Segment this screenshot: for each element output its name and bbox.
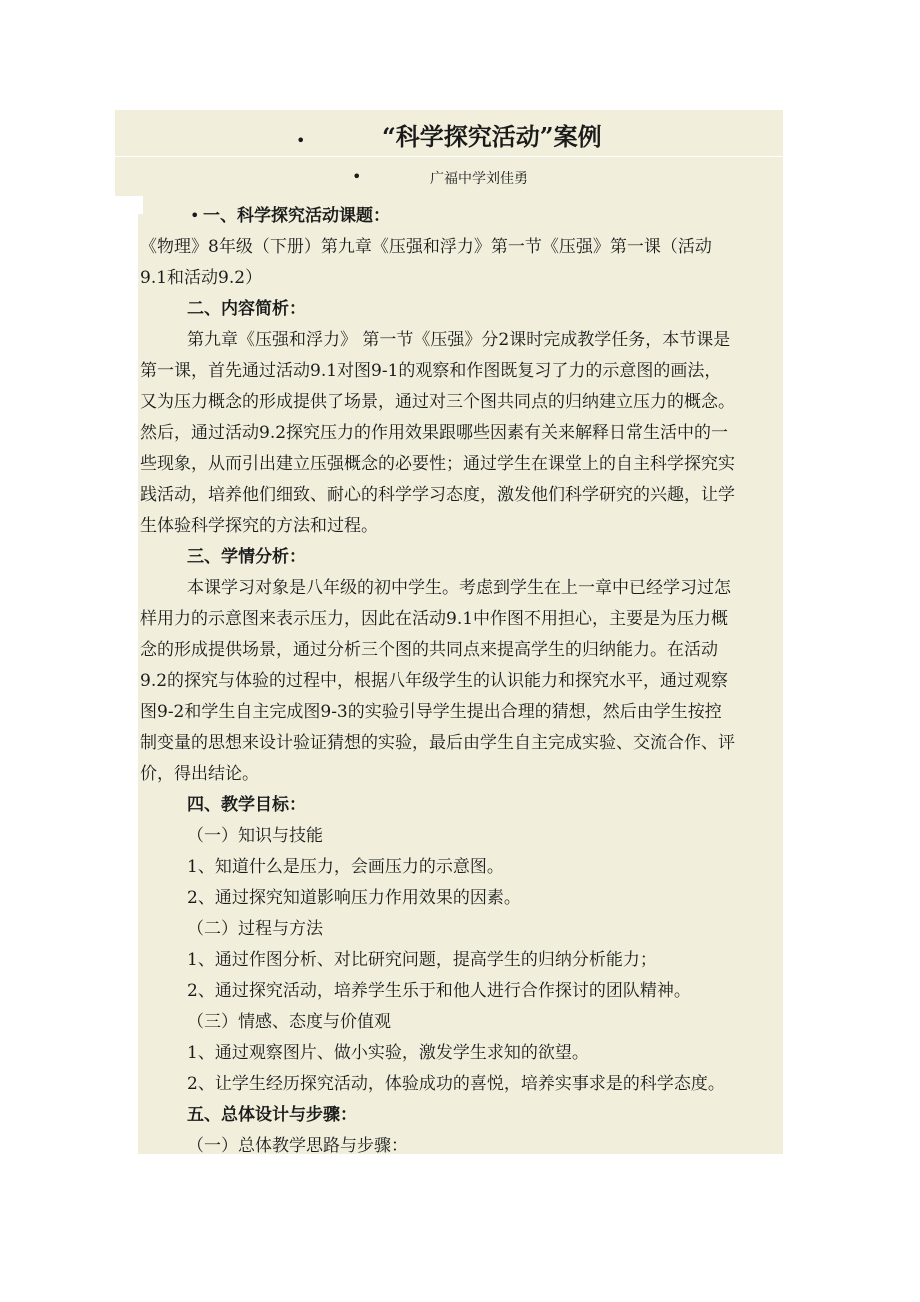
author-bullet: • <box>352 167 362 186</box>
paragraph-line: 些现象，从而引出建立压强概念的必要性；通过学生在课堂上的自主科学探究实 <box>140 454 735 474</box>
paragraph-line: 制变量的思想来设计验证猜想的实验，最后由学生自主完成实验、交流合作、评 <box>140 733 735 753</box>
paragraph-line: 9.2的探究与体验的过程中，根据八年级学生的认识能力和探究水平，通过观察 <box>140 671 729 691</box>
section-1-line: 9.1和活动9.2） <box>140 268 263 288</box>
list-item: 1、通过作图分析、对比研究问题，提高学生的归纳分析能力； <box>187 950 657 970</box>
list-item: 2、通过探究活动，培养学生乐于和他人进行合作探讨的团队精神。 <box>187 981 691 1001</box>
list-item: 2、让学生经历探究活动，体验成功的喜悦，培养实事求是的科学态度。 <box>187 1074 725 1094</box>
title-bullet: • <box>296 131 306 150</box>
row-separator <box>115 156 783 157</box>
paragraph-line: 样用力的示意图来表示压力，因此在活动9.1中作图不用担心，主要是为压力概 <box>140 609 729 629</box>
subheading: （三）情感、态度与价值观 <box>187 1012 391 1032</box>
section-2-heading: 二、内容简析： <box>187 299 306 319</box>
section-1-heading: 一、科学探究活动课题： <box>203 206 390 226</box>
paragraph-line: 第一课，首先通过活动9.1对图9-1的观察和作图既复习了力的示意图的画法， <box>140 361 722 381</box>
subheading: （二）过程与方法 <box>187 919 323 939</box>
band-notch <box>115 196 143 214</box>
section-4-heading: 四、教学目标： <box>187 795 306 815</box>
paragraph-line: 又为压力概念的形成提供了场景，通过对三个图共同点的归纳建立压力的概念。 <box>140 392 735 412</box>
author-line: 广福中学刘佳勇 <box>430 171 528 187</box>
section-5-heading: 五、总体设计与步骤： <box>187 1105 357 1125</box>
paragraph-line: 念的形成提供场景，通过分析三个图的共同点来提高学生的归纳能力。在活动 <box>140 640 718 660</box>
paragraph-line: 践活动，培养他们细致、耐心的科学学习态度，激发他们科学研究的兴趣，让学 <box>140 485 735 505</box>
section-1-line: 《物理》8年级（下册）第九章《压强和浮力》第一节《压强》第一课（活动 <box>140 237 712 257</box>
paragraph-line: 价，得出结论。 <box>140 764 259 784</box>
paragraph-line: 本课学习对象是八年级的初中学生。考虑到学生在上一章中已经学习过怎 <box>187 578 731 598</box>
subheading: （一）总体教学思路与步骤： <box>187 1136 408 1156</box>
list-item: 1、通过观察图片、做小实验，激发学生求知的欲望。 <box>187 1043 589 1063</box>
paragraph-line: 然后，通过活动9.2探究压力的作用效果跟哪些因素有关来解释日常生活中的一 <box>140 423 729 443</box>
subheading: （一）知识与技能 <box>187 826 323 846</box>
list-item: 2、通过探究知道影响压力作用效果的因素。 <box>187 888 521 908</box>
list-item: 1、知道什么是压力，会画压力的示意图。 <box>187 857 504 877</box>
section-3-heading: 三、学情分析： <box>187 547 306 567</box>
paragraph-line: 图9-2和学生自主完成图9-3的实验引导学生提出合理的猜想，然后由学生按控 <box>140 702 722 722</box>
paragraph-line: 生体验科学探究的方法和过程。 <box>140 516 378 536</box>
page-title: “科学探究活动”案例 <box>382 122 602 151</box>
heading-bullet: • <box>190 206 200 225</box>
paragraph-line: 第九章《压强和浮力》 第一节《压强》分2课时完成教学任务，本节课是 <box>187 330 731 350</box>
